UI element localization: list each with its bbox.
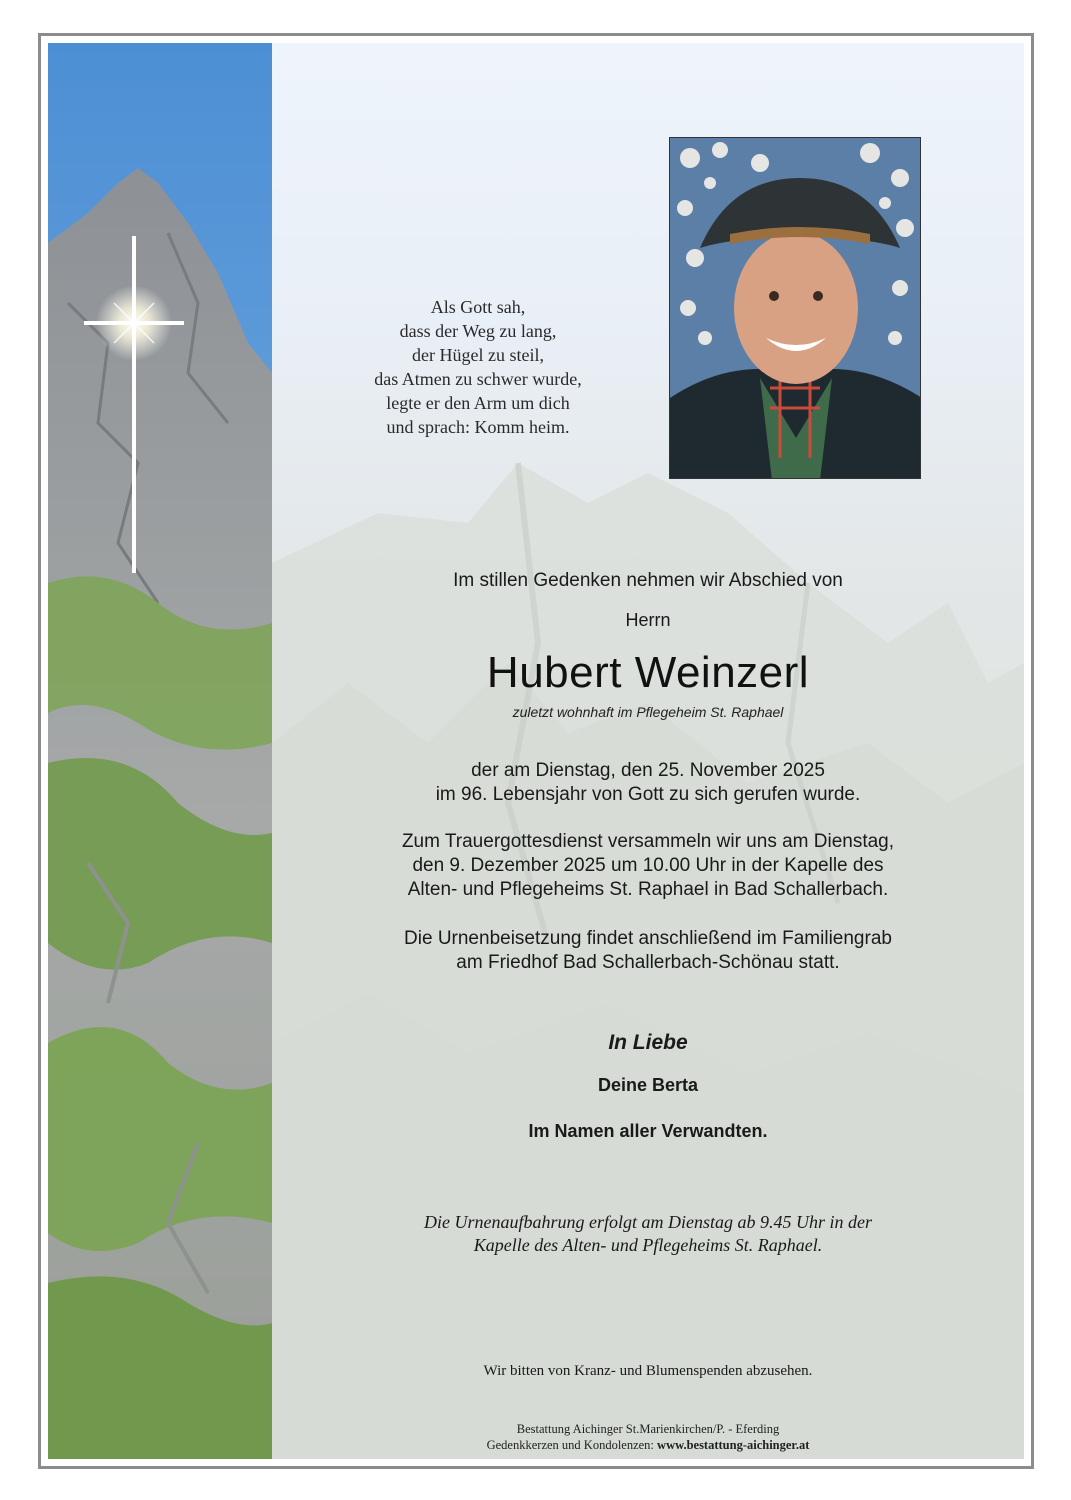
footer	[272, 1421, 1024, 1453]
condolence-line	[272, 1437, 1024, 1453]
condolence-url[interactable]: www.bestattung-aichinger.at	[657, 1438, 810, 1452]
viewing-line: Die Urnenaufbahrung erfolgt am Dienstag ab 9.45 Uhr in der	[424, 1212, 872, 1232]
verse-line: und sprach: Komm heim.	[386, 417, 570, 437]
intro-text: Im stillen Gedenken nehmen wir Abschied von	[453, 570, 843, 591]
viewing-line: Kapelle des Alten- und Pflegeheims St. Raphael.	[473, 1235, 823, 1255]
death-line: im 96. Lebensjahr von Gott zu sich gerufen wurde.	[435, 784, 861, 805]
salutation: Herrn	[625, 610, 671, 630]
portrait-photo	[669, 137, 921, 479]
burial-notice	[272, 927, 1024, 975]
verse-line: dass der Weg zu lang,	[399, 321, 557, 341]
verse-line: Als Gott sah,	[430, 297, 526, 317]
service-line: den 9. Dezember 2025 um 10.00 Uhr in der Kapelle des	[412, 855, 884, 876]
verse-line: das Atmen zu schwer wurde,	[374, 369, 582, 389]
mountain-strip	[48, 43, 272, 1459]
burial-line: am Friedhof Bad Schallerbach-Schönau statt.	[456, 952, 840, 973]
obituary-card	[48, 43, 1024, 1459]
in-love-heading: In Liebe	[608, 1031, 688, 1054]
death-line: der am Dienstag, den 25. November 2025	[471, 760, 825, 781]
viewing-notice	[272, 1211, 1024, 1257]
verse-line: der Hügel zu steil,	[412, 345, 544, 365]
condolence-label: Gedenkkerzen und Kondolenzen:	[486, 1438, 658, 1452]
verse-line: legte er den Arm um dich	[386, 393, 570, 413]
death-notice	[272, 759, 1024, 807]
funeral-home: Bestattung Aichinger St.Marienkirchen/P. - Eferding	[516, 1422, 780, 1436]
burial-line: Die Urnenbeisetzung findet anschließend im Familiengrab	[404, 928, 892, 949]
deceased-name: Hubert Weinzerl	[486, 648, 810, 697]
service-notice	[272, 830, 1024, 902]
verse	[343, 295, 613, 439]
residence-note: zuletzt wohnhaft im Pflegeheim St. Raphael	[512, 704, 784, 720]
flowers-note: Wir bitten von Kranz- und Blumenspenden abzusehen.	[483, 1363, 813, 1379]
service-line: Zum Trauergottesdienst versammeln wir uns am Dienstag,	[401, 831, 895, 852]
service-line: Alten- und Pflegeheims St. Raphael in Bad Schallerbach.	[407, 879, 889, 900]
signed-by: Deine Berta	[597, 1075, 699, 1095]
relatives-line: Im Namen aller Verwandten.	[528, 1121, 768, 1141]
